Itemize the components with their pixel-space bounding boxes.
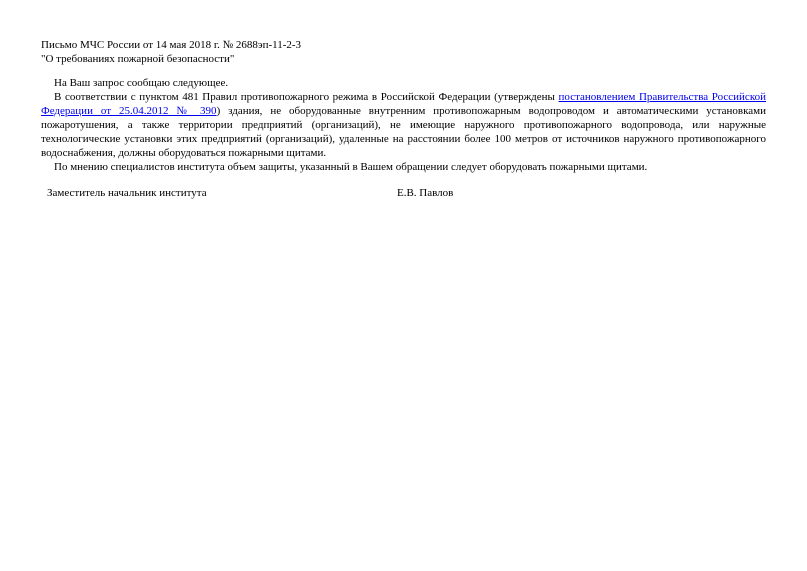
paragraph-opinion: По мнению специалистов института объем защиты, указанный в Вашем обращении следует оборудовать пожарными щитами. [54,161,648,173]
signature-name: Е.В. Павлов [397,187,454,199]
signature-block [47,186,747,200]
spacer [41,66,766,76]
document-title: Письмо МЧС России от 14 мая 2018 г. № 2688эп-11-2-3 [41,39,302,51]
signature-position: Заместитель начальник института [47,187,207,199]
regulation-link[interactable]: постановлением Правительства Российской Федерации от 25.04.2012 № 390 [41,91,766,117]
document-subtitle: "О требованиях пожарной безопасности" [41,53,235,65]
paragraph-regulation [41,90,766,160]
paragraph-regulation-text-end: ) здания, не оборудованные внутренним противопожарным водопроводом и автоматическими установками пожаротушения, а также территории предприятий (организаций), не имеющие наружного противопожарного водопровода, или наружные технологические установки этих предприятий (организаций), удаленные на расстоянии более 100 метров от источников наружного противопожарного водоснабжения, должны оборудоваться пожарными щитами. [41,105,767,159]
document-body [41,38,766,174]
paragraph-regulation-text-start: В соответствии с пунктом 481 Правил противопожарного режима в Российской Федерации (утверждены [54,91,559,103]
paragraph-intro: На Ваш запрос сообщаю следующее. [54,77,229,89]
